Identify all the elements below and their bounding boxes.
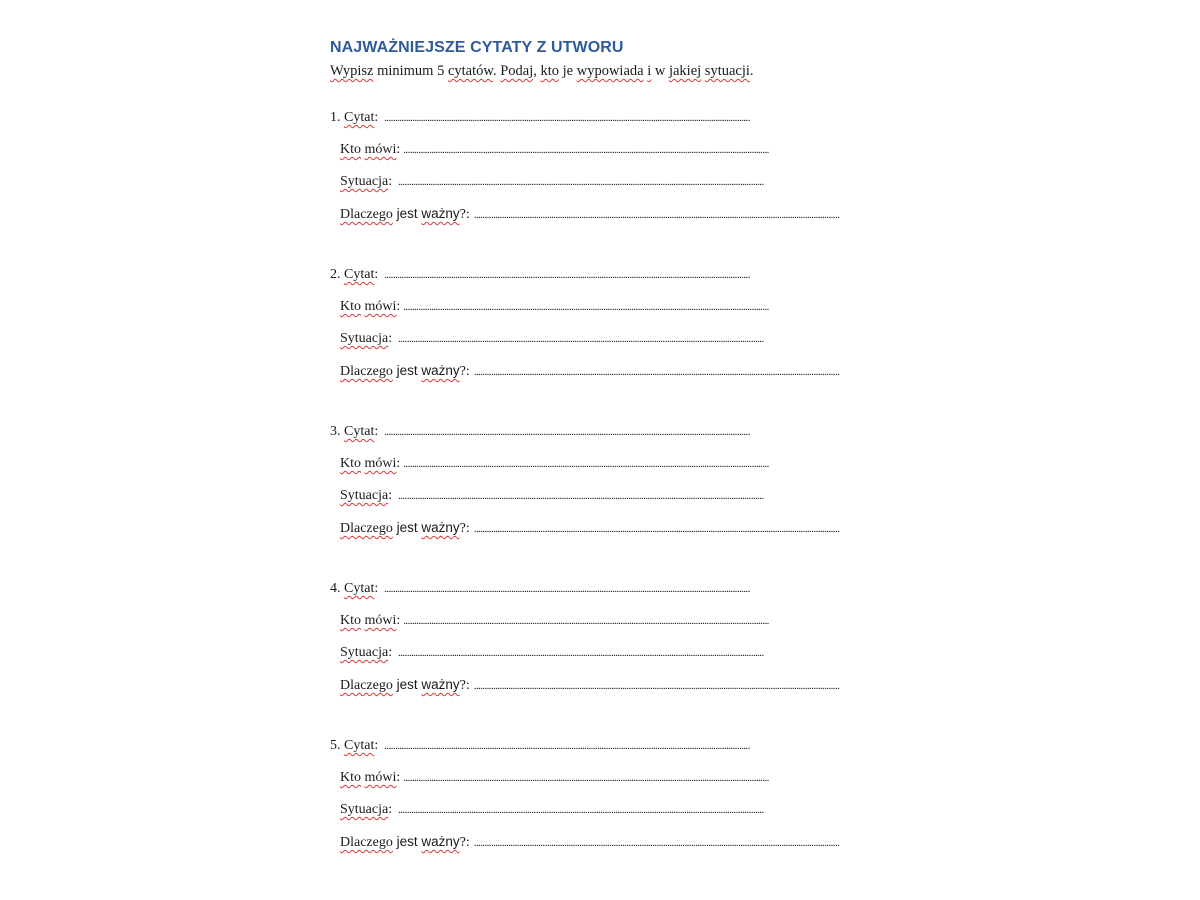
quote-label: 4. Cytat:: [330, 581, 379, 596]
speaker-label: Kto mówi:: [340, 456, 401, 471]
situation-answer-line[interactable]: ..........................................................................................................................................................................: [398, 490, 764, 502]
speaker-row: [330, 453, 930, 485]
situation-label: Sytuacja:: [340, 645, 393, 660]
speaker-row: [330, 296, 930, 328]
speaker-answer-line[interactable]: ..........................................................................................................................................................................: [403, 144, 769, 156]
speaker-label: Kto mówi:: [340, 299, 401, 314]
importance-row: [330, 517, 930, 549]
quote-block: [330, 421, 930, 578]
importance-label: Dlaczego jest ważny?:: [340, 363, 470, 379]
quote-row: [330, 735, 930, 767]
situation-label: Sytuacja:: [340, 488, 393, 503]
situation-row: [330, 171, 930, 203]
quote-block: [330, 735, 930, 892]
importance-label: Dlaczego jest ważny?:: [340, 206, 470, 222]
situation-answer-line[interactable]: ..........................................................................................................................................................................: [398, 647, 764, 659]
speaker-answer-line[interactable]: ..........................................................................................................................................................................: [403, 615, 769, 627]
worksheet-page: [330, 36, 930, 892]
worksheet-title: NAJWAŻNIEJSZE CYTATY Z UTWORU: [330, 39, 624, 56]
quote-answer-line[interactable]: ..........................................................................................................................................................................: [384, 269, 750, 281]
quote-answer-line[interactable]: ..........................................................................................................................................................................: [384, 740, 750, 752]
importance-answer-line[interactable]: ..........................................................................................................................................................................: [473, 209, 840, 221]
importance-answer-line[interactable]: ..........................................................................................................................................................................: [473, 366, 840, 378]
speaker-row: [330, 610, 930, 642]
importance-label: Dlaczego jest ważny?:: [340, 677, 470, 693]
quote-block: [330, 578, 930, 735]
importance-row: [330, 360, 930, 392]
quote-label: 5. Cytat:: [330, 738, 379, 753]
speaker-answer-line[interactable]: ..........................................................................................................................................................................: [403, 458, 769, 470]
importance-answer-line[interactable]: ..........................................................................................................................................................................: [473, 680, 840, 692]
situation-label: Sytuacja:: [340, 174, 393, 189]
quote-row: [330, 421, 930, 453]
situation-answer-line[interactable]: ..........................................................................................................................................................................: [398, 176, 764, 188]
situation-answer-line[interactable]: ..........................................................................................................................................................................: [398, 804, 764, 816]
situation-row: [330, 485, 930, 517]
importance-label: Dlaczego jest ważny?:: [340, 834, 470, 850]
importance-answer-line[interactable]: ..........................................................................................................................................................................: [473, 523, 840, 535]
importance-row: [330, 203, 930, 235]
quote-label: 2. Cytat:: [330, 267, 379, 282]
importance-label: Dlaczego jest ważny?:: [340, 520, 470, 536]
importance-row: [330, 674, 930, 706]
speaker-label: Kto mówi:: [340, 770, 401, 785]
quote-block: [330, 107, 930, 264]
worksheet-instruction: Wypisz minimum 5 cytatów. Podaj, kto je wypowiada i w jakiej sytuacji.: [330, 63, 754, 79]
speaker-answer-line[interactable]: ..........................................................................................................................................................................: [403, 772, 769, 784]
quote-list: [330, 107, 930, 892]
quote-block: [330, 264, 930, 421]
importance-row: [330, 831, 930, 863]
situation-label: Sytuacja:: [340, 331, 393, 346]
situation-row: [330, 642, 930, 674]
quote-label: 1. Cytat:: [330, 110, 379, 125]
speaker-row: [330, 767, 930, 799]
situation-row: [330, 799, 930, 831]
importance-answer-line[interactable]: ..........................................................................................................................................................................: [473, 837, 840, 849]
quote-row: [330, 107, 930, 139]
situation-label: Sytuacja:: [340, 802, 393, 817]
situation-answer-line[interactable]: ..........................................................................................................................................................................: [398, 333, 764, 345]
quote-answer-line[interactable]: ..........................................................................................................................................................................: [384, 583, 750, 595]
speaker-row: [330, 139, 930, 171]
speaker-label: Kto mówi:: [340, 613, 401, 628]
speaker-label: Kto mówi:: [340, 142, 401, 157]
quote-row: [330, 578, 930, 610]
quote-answer-line[interactable]: ..........................................................................................................................................................................: [384, 112, 750, 124]
situation-row: [330, 328, 930, 360]
quote-label: 3. Cytat:: [330, 424, 379, 439]
speaker-answer-line[interactable]: ..........................................................................................................................................................................: [403, 301, 769, 313]
quote-answer-line[interactable]: ..........................................................................................................................................................................: [384, 426, 750, 438]
quote-row: [330, 264, 930, 296]
